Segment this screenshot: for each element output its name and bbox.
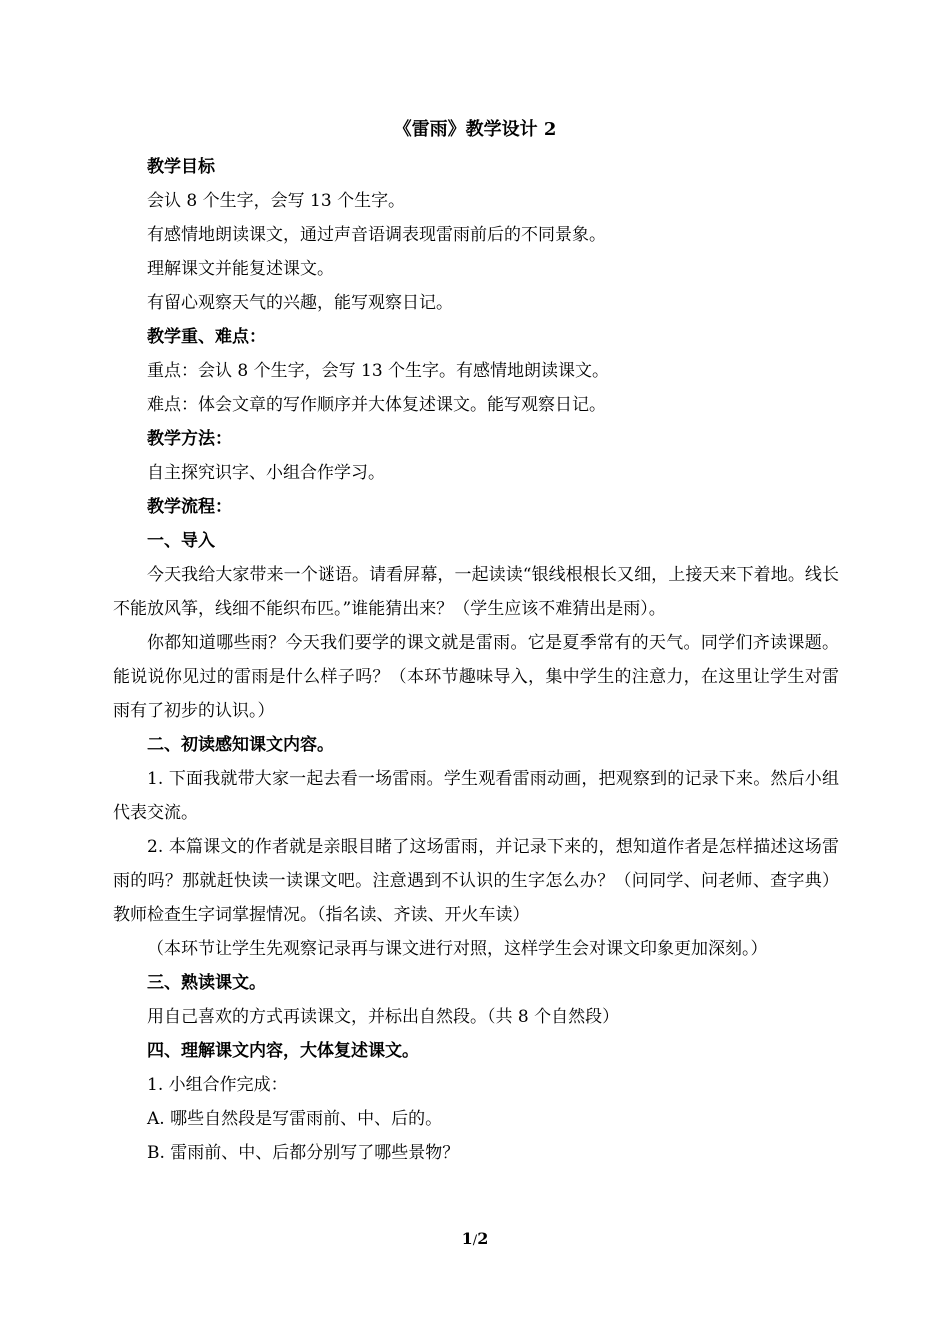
section-heading-goals: 教学目标 [147, 157, 215, 177]
goal-item: 理解课文并能复述课文。 [147, 259, 334, 279]
section-heading-keypoints: 教学重、难点： [147, 327, 266, 347]
method-text: 自主探究识字、小组合作学习。 [147, 463, 385, 483]
page-total: 2 [477, 1229, 489, 1248]
goal-item: 有感情地朗读课文，通过声音语调表现雷雨前后的不同景象。 [147, 225, 606, 245]
part1-heading: 一、导入 [147, 531, 215, 551]
part2-paragraph: 2. 本篇课文的作者就是亲眼目睹了这场雷雨，并记录下来的，想知道作者是怎样描述这场雷雨的吗？那就赶快读一读课文吧。注意遇到不认识的生字怎么办？（问同学、问老师、查字典）教师检查生字词掌握情况。（指名读、齐读、开火车读） [113, 837, 839, 925]
document-body [113, 150, 839, 1170]
part4-item: A. 哪些自然段是写雷雨前、中、后的。 [147, 1109, 443, 1129]
keypoint-item: 难点：体会文章的写作顺序并大体复述课文。能写观察日记。 [147, 395, 606, 415]
section-heading-process: 教学流程： [147, 497, 232, 517]
part2-heading: 二、初读感知课文内容。 [147, 735, 334, 755]
part4-item: B. 雷雨前、中、后都分别写了哪些景物？ [147, 1143, 460, 1163]
part2-paragraph: 1. 下面我就带大家一起去看一场雷雨。学生观看雷雨动画，把观察到的记录下来。然后小组代表交流。 [113, 769, 839, 823]
page-current: 1 [461, 1229, 473, 1248]
section-heading-method: 教学方法： [147, 429, 232, 449]
part1-paragraph: 今天我给大家带来一个谜语。请看屏幕，一起读读“银线根根长又细，上接天来下着地。线长不能放风筝，线细不能织布匹。”谁能猜出来？（学生应该不难猜出是雨）。 [113, 565, 839, 619]
goal-item: 有留心观察天气的兴趣，能写观察日记。 [147, 293, 453, 313]
page-separator: / [472, 1233, 478, 1248]
page-number [0, 1228, 950, 1252]
part3-text: 用自己喜欢的方式再读课文，并标出自然段。（共 8 个自然段） [147, 1007, 620, 1027]
part4-heading: 四、理解课文内容，大体复述课文。 [147, 1041, 419, 1061]
document-title: 《雷雨》教学设计 2 [393, 119, 557, 140]
goal-item: 会认 8 个生字，会写 13 个生字。 [147, 191, 406, 211]
part3-heading: 三、熟读课文。 [147, 973, 266, 993]
part4-item: 1. 小组合作完成： [147, 1075, 288, 1095]
part2-note: （本环节让学生先观察记录再与课文进行对照，这样学生会对课文印象更加深刻。） [147, 939, 768, 959]
keypoint-item: 重点：会认 8 个生字，会写 13 个生字。有感情地朗读课文。 [147, 361, 610, 381]
part1-paragraph: 你都知道哪些雨？今天我们要学的课文就是雷雨。它是夏季常有的天气。同学们齐读课题。能说说你见过的雷雨是什么样子吗？（本环节趣味导入，集中学生的注意力，在这里让学生对雷雨有了初步的认识。） [113, 633, 839, 721]
